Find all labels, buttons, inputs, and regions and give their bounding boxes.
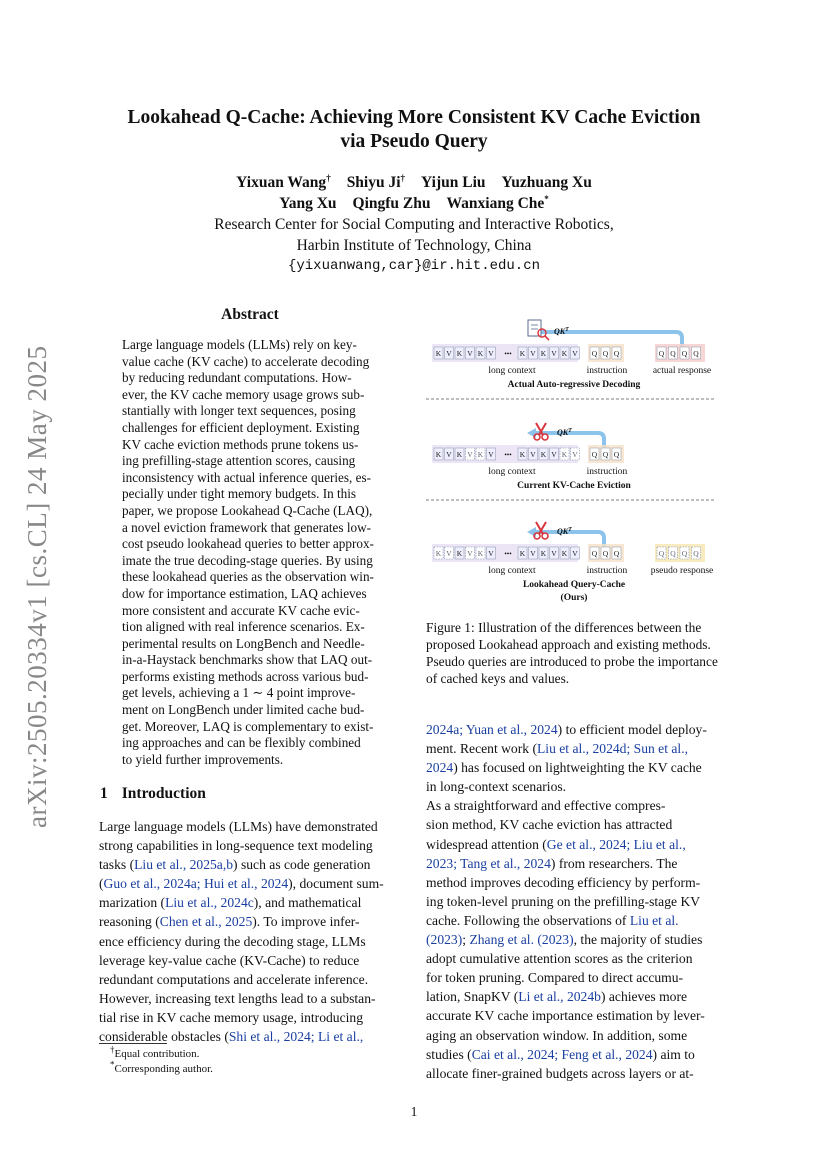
- figure-panel-1-kv-token-label: K: [477, 349, 484, 358]
- figure-panel-2-instruction-token-label: Q: [613, 450, 620, 459]
- figure-panel-2-kv-token-label: K: [456, 450, 463, 459]
- body-text: Large language models (LLMs) have demonstrated strong capabilities in long-sequence text modeling tasks (: [99, 819, 378, 873]
- figure-panel-2-ellipsis: •••: [504, 451, 512, 459]
- figure-panel-1-doc-icon: [528, 320, 541, 336]
- section-number: 1: [100, 785, 108, 802]
- figure-panel-3-ellipsis: •••: [504, 550, 512, 558]
- author-name: Wanxiang Che*: [446, 193, 549, 212]
- figure-panel-1-kv-token-label: K: [435, 349, 442, 358]
- section-heading: [100, 785, 206, 803]
- figure-panel-3-kv-token-label: K: [519, 549, 526, 558]
- author-row-1: [90, 172, 738, 193]
- footnote-mark: *: [110, 1059, 115, 1070]
- figure-panel-1-kv-token-label: K: [519, 349, 526, 358]
- figure-panel-1-response-token-label: Q: [670, 349, 676, 358]
- figure-panel-3-qk: $QK^T$: [557, 527, 572, 536]
- figure-panel-1-response-token-label: Q: [693, 349, 699, 358]
- figure-panel-3-kv-token-label: V: [467, 549, 473, 558]
- figure-panel-3-instruction-token-label: Q: [602, 549, 609, 558]
- figure-panel-3-kv-token-label: V: [530, 549, 536, 558]
- figure-panel-3-response-token-label: Q: [681, 549, 688, 558]
- footnote: [110, 1059, 213, 1077]
- author-name: Qingfu Zhu: [352, 195, 431, 212]
- citation-link[interactable]: Li et al., 2024b: [518, 989, 601, 1005]
- footnote-text: Equal contribution.: [114, 1048, 200, 1060]
- intro-right-column: [426, 720, 732, 1083]
- figure-panel-1-kv-token-label: V: [488, 349, 494, 358]
- figure-panel-2-instruction-token-label: Q: [591, 450, 598, 459]
- author-email: {yixuanwang,car}@ir.hit.edu.cn: [287, 258, 541, 274]
- figure-panel-1-instruction-token-label: Q: [613, 349, 620, 358]
- body-text: ), document sum- marization (: [99, 876, 384, 911]
- figure-panel-3-response-token-label: Q: [670, 549, 676, 558]
- figure-panel-2-kv-token-label: K: [477, 450, 484, 459]
- intro-left-column: [99, 817, 405, 1046]
- figure-panel-3-title-2: (Ours): [560, 593, 588, 603]
- figure-panel-3-label-context: long context: [488, 566, 536, 576]
- body-text: , the majority of studies adopt cumulative attention scores as the criterion for token pruning. Compared to direct accumu- lation, SnapKV (: [426, 932, 703, 1005]
- figure-panel-3-kv-token-label: K: [561, 549, 568, 558]
- author-name: Yijun Liu: [421, 174, 486, 191]
- figure-panel-1-kv-token-label: K: [561, 349, 568, 358]
- figure-panel-3-kv-token-label: V: [572, 549, 578, 558]
- figure-panel-3-instruction-token-label: Q: [591, 549, 598, 558]
- author-name: Yang Xu: [279, 195, 337, 212]
- figure-panel-3-kv-token-label: V: [551, 549, 557, 558]
- figure-panel-3-response-token-label: Q: [693, 549, 699, 558]
- citation-link[interactable]: 2024a; Yuan et al., 2024: [426, 722, 558, 737]
- figure-panel-1-response-token-label: Q: [681, 349, 688, 358]
- figure-panel-3-kv-token-label: K: [477, 549, 484, 558]
- body-text: ) from researchers. The method improves decoding efficiency by perform- ing token-level pruning on the prefilling-stage KV cache. Following the observations of: [426, 855, 701, 928]
- figure-panel-2-qk: $QK^T$: [557, 428, 572, 437]
- footnote-mark: †: [110, 1044, 115, 1055]
- figure-panel-2-instruction-token-label: Q: [602, 450, 609, 459]
- figure-1: [424, 306, 724, 606]
- body-text: ) such as code generation (: [99, 857, 371, 892]
- body-text: ) to efficient model deploy- ment. Recent work (: [426, 722, 707, 757]
- figure-panel-1-magnifier-handle: [545, 336, 549, 340]
- author-name: Shiyu Ji†: [346, 172, 406, 191]
- section-title: Introduction: [121, 785, 206, 802]
- figure-panel-2-title: Current KV-Cache Eviction: [517, 481, 631, 491]
- affiliation-line-2: Harbin Institute of Technology, China: [296, 237, 532, 254]
- body-text: ) has focused on lightweighting the KV cache in long-context scenarios. As a straightforward and effective compres- sion method, KV cache eviction has attracted widespread attention (: [426, 760, 702, 852]
- figure-panel-2-label-instruction: instruction: [586, 467, 628, 477]
- author-block: [90, 172, 738, 277]
- citation-link[interactable]: Zhang et al. (2023): [469, 932, 574, 948]
- footnote: [110, 1044, 213, 1062]
- figure-panel-1-kv-token-label: V: [530, 349, 536, 358]
- author-name: Yixuan Wang†: [236, 172, 331, 191]
- figure-panel-3-label-response: pseudo response: [650, 566, 714, 576]
- figure-panel-3-instruction-token-label: Q: [613, 549, 620, 558]
- figure-panel-3-kv-token-label: V: [446, 549, 452, 558]
- figure-panel-2-kv-token-label: K: [540, 450, 547, 459]
- figure-panel-2-kv-token-label: K: [435, 450, 442, 459]
- body-text: ) achieves more accurate KV cache importance estimation by lever- aging an observation window. In addition, some studies (: [426, 989, 705, 1062]
- figure-panel-1-response-token-label: Q: [658, 349, 665, 358]
- body-text: ). To improve infer- ence efficiency during the decoding stage, LLMs leverage key-value cache (KV-Cache) to reduce redundant computations and accelerate inference. However, increasing text lengths lead to a substan- tial rise in KV cache memory usage, introducing considerable obstacles (: [99, 914, 376, 1045]
- page-number: 1: [410, 1104, 418, 1119]
- author-name: Yuzhuang Xu: [501, 174, 592, 191]
- figure-panel-3-response-token-label: Q: [658, 549, 665, 558]
- abstract-body: Large language models (LLMs) rely on key- value cache (KV cache) to accelerate decoding by reducing redundant computations. How- ever, the KV cache memory usage grows sub- stantially with longer text sequences, posing challenges for efficient deployment. Existing KV cache eviction methods prune tokens us- ing prefilling-stage attention scores, causing inconsistency with actual inference queries, es- pecially under tight memory budgets. In this paper, we propose Lookahead Q-Cache (LAQ), a novel eviction framework that generates low- cost pseudo lookahead queries to better approx- imate the true decoding-stage queries. By using these lookahead queries as the observation win- dow for importance estimation, LAQ achieves more consistent and accurate KV cache evic- tion aligned with real inference scenarios. Ex- perimental results on LongBench and Needle- in-a-Haystack benchmarks show that LAQ out- performs existing methods across various bud- get levels, achieving a 1 ∼ 4 point improve- ment on LongBench under limited cache bud- get. Moreover, LAQ is complementary to exist- ing approaches and can be flexibly combined to yield further improvements.: [122, 337, 374, 767]
- figure-panel-1-instruction-token-label: Q: [591, 349, 598, 358]
- citation-link[interactable]: Guo et al., 2024a; Hui et al., 2024: [103, 876, 289, 892]
- figure-panel-2-kv-token-label: V: [488, 450, 494, 459]
- figure-panel-1-kv-token-label: V: [446, 349, 452, 358]
- figure-panel-2-kv-token-label: V: [446, 450, 452, 459]
- figure-panel-1-kv-token-label: K: [456, 349, 463, 358]
- figure-panel-3-kv-token-label: K: [435, 549, 442, 558]
- figure-panel-1-qk: $QK^T$: [554, 327, 569, 336]
- figure-panel-2-kv-token-label: V: [551, 450, 557, 459]
- figure-panel-3-kv-token-label: K: [540, 549, 547, 558]
- body-text: ) aim to allocate finer-grained budgets across layers or at-: [426, 1046, 695, 1081]
- figure-panel-3-kv-token-label: K: [456, 549, 463, 558]
- title-line-1: Lookahead Q-Cache: Achieving More Consistent KV Cache Eviction: [127, 107, 701, 128]
- citation-link[interactable]: Liu et al., 2024d; Sun et al., 2024: [426, 741, 689, 776]
- figure-panel-2-kv-token-label: K: [561, 450, 568, 459]
- citation-link[interactable]: Shi et al., 2024; Li et al.,: [228, 1029, 364, 1045]
- figure-panel-1-kv-token-label: V: [467, 349, 473, 358]
- figure-panel-1-title: Actual Auto-regressive Decoding: [507, 380, 641, 390]
- citation-link[interactable]: Ge et al., 2024; Liu et al., 2023; Tang et al., 2024: [426, 836, 686, 871]
- author-mark: *: [544, 193, 549, 204]
- citation-link[interactable]: Liu et al., 2025a,b: [134, 857, 234, 873]
- paper-title: [90, 106, 738, 154]
- figure-panel-2-kv-token-label: V: [572, 450, 578, 459]
- figure-panel-1-kv-token-label: V: [551, 349, 557, 358]
- citation-link[interactable]: Chen et al., 2025: [159, 914, 253, 930]
- figure-panel-2-kv-token-label: V: [467, 450, 473, 459]
- figure-panel-1-label-context: long context: [488, 366, 536, 376]
- figure-panel-1-label-instruction: instruction: [586, 366, 628, 376]
- abstract-heading: Abstract: [221, 306, 279, 323]
- author-mark: †: [326, 172, 331, 183]
- author-row-2: [90, 193, 738, 214]
- footnotes: [110, 1044, 213, 1077]
- figure-panel-1-instruction-token-label: Q: [602, 349, 609, 358]
- figure-panel-1-kv-token-label: V: [572, 349, 578, 358]
- author-mark: †: [400, 172, 406, 183]
- figure-panel-3-label-instruction: instruction: [586, 566, 628, 576]
- figure-panel-1-kv-token-label: K: [540, 349, 547, 358]
- affiliation-line-1: Research Center for Social Computing and Interactive Robotics,: [214, 216, 614, 233]
- figure-panel-2-kv-token-label: K: [519, 450, 526, 459]
- figure-panel-3-kv-token-label: V: [488, 549, 494, 558]
- body-text: ), and mathematical reasoning (: [99, 895, 362, 930]
- figure-panel-2-kv-token-label: V: [530, 450, 536, 459]
- footnote-text: Corresponding author.: [114, 1063, 213, 1075]
- body-text: ;: [462, 932, 470, 948]
- figure-panel-1-ellipsis: •••: [504, 350, 512, 358]
- citation-link[interactable]: Liu et al. (2023): [426, 912, 679, 948]
- citation-link[interactable]: Cai et al., 2024; Feng et al., 2024: [471, 1046, 653, 1062]
- title-line-2: via Pseudo Query: [340, 131, 488, 152]
- figure-panel-1-label-response: actual response: [652, 366, 712, 376]
- figure-caption: Figure 1: Illustration of the differences between the proposed Lookahead approach and existing methods. Pseudo queries are introduced to probe the importance of cached keys and values.: [426, 620, 718, 686]
- figure-panel-2-label-context: long context: [488, 467, 536, 477]
- citation-link[interactable]: Liu et al., 2024c: [165, 895, 254, 911]
- figure-panel-3-title: Lookahead Query-Cache: [522, 580, 626, 590]
